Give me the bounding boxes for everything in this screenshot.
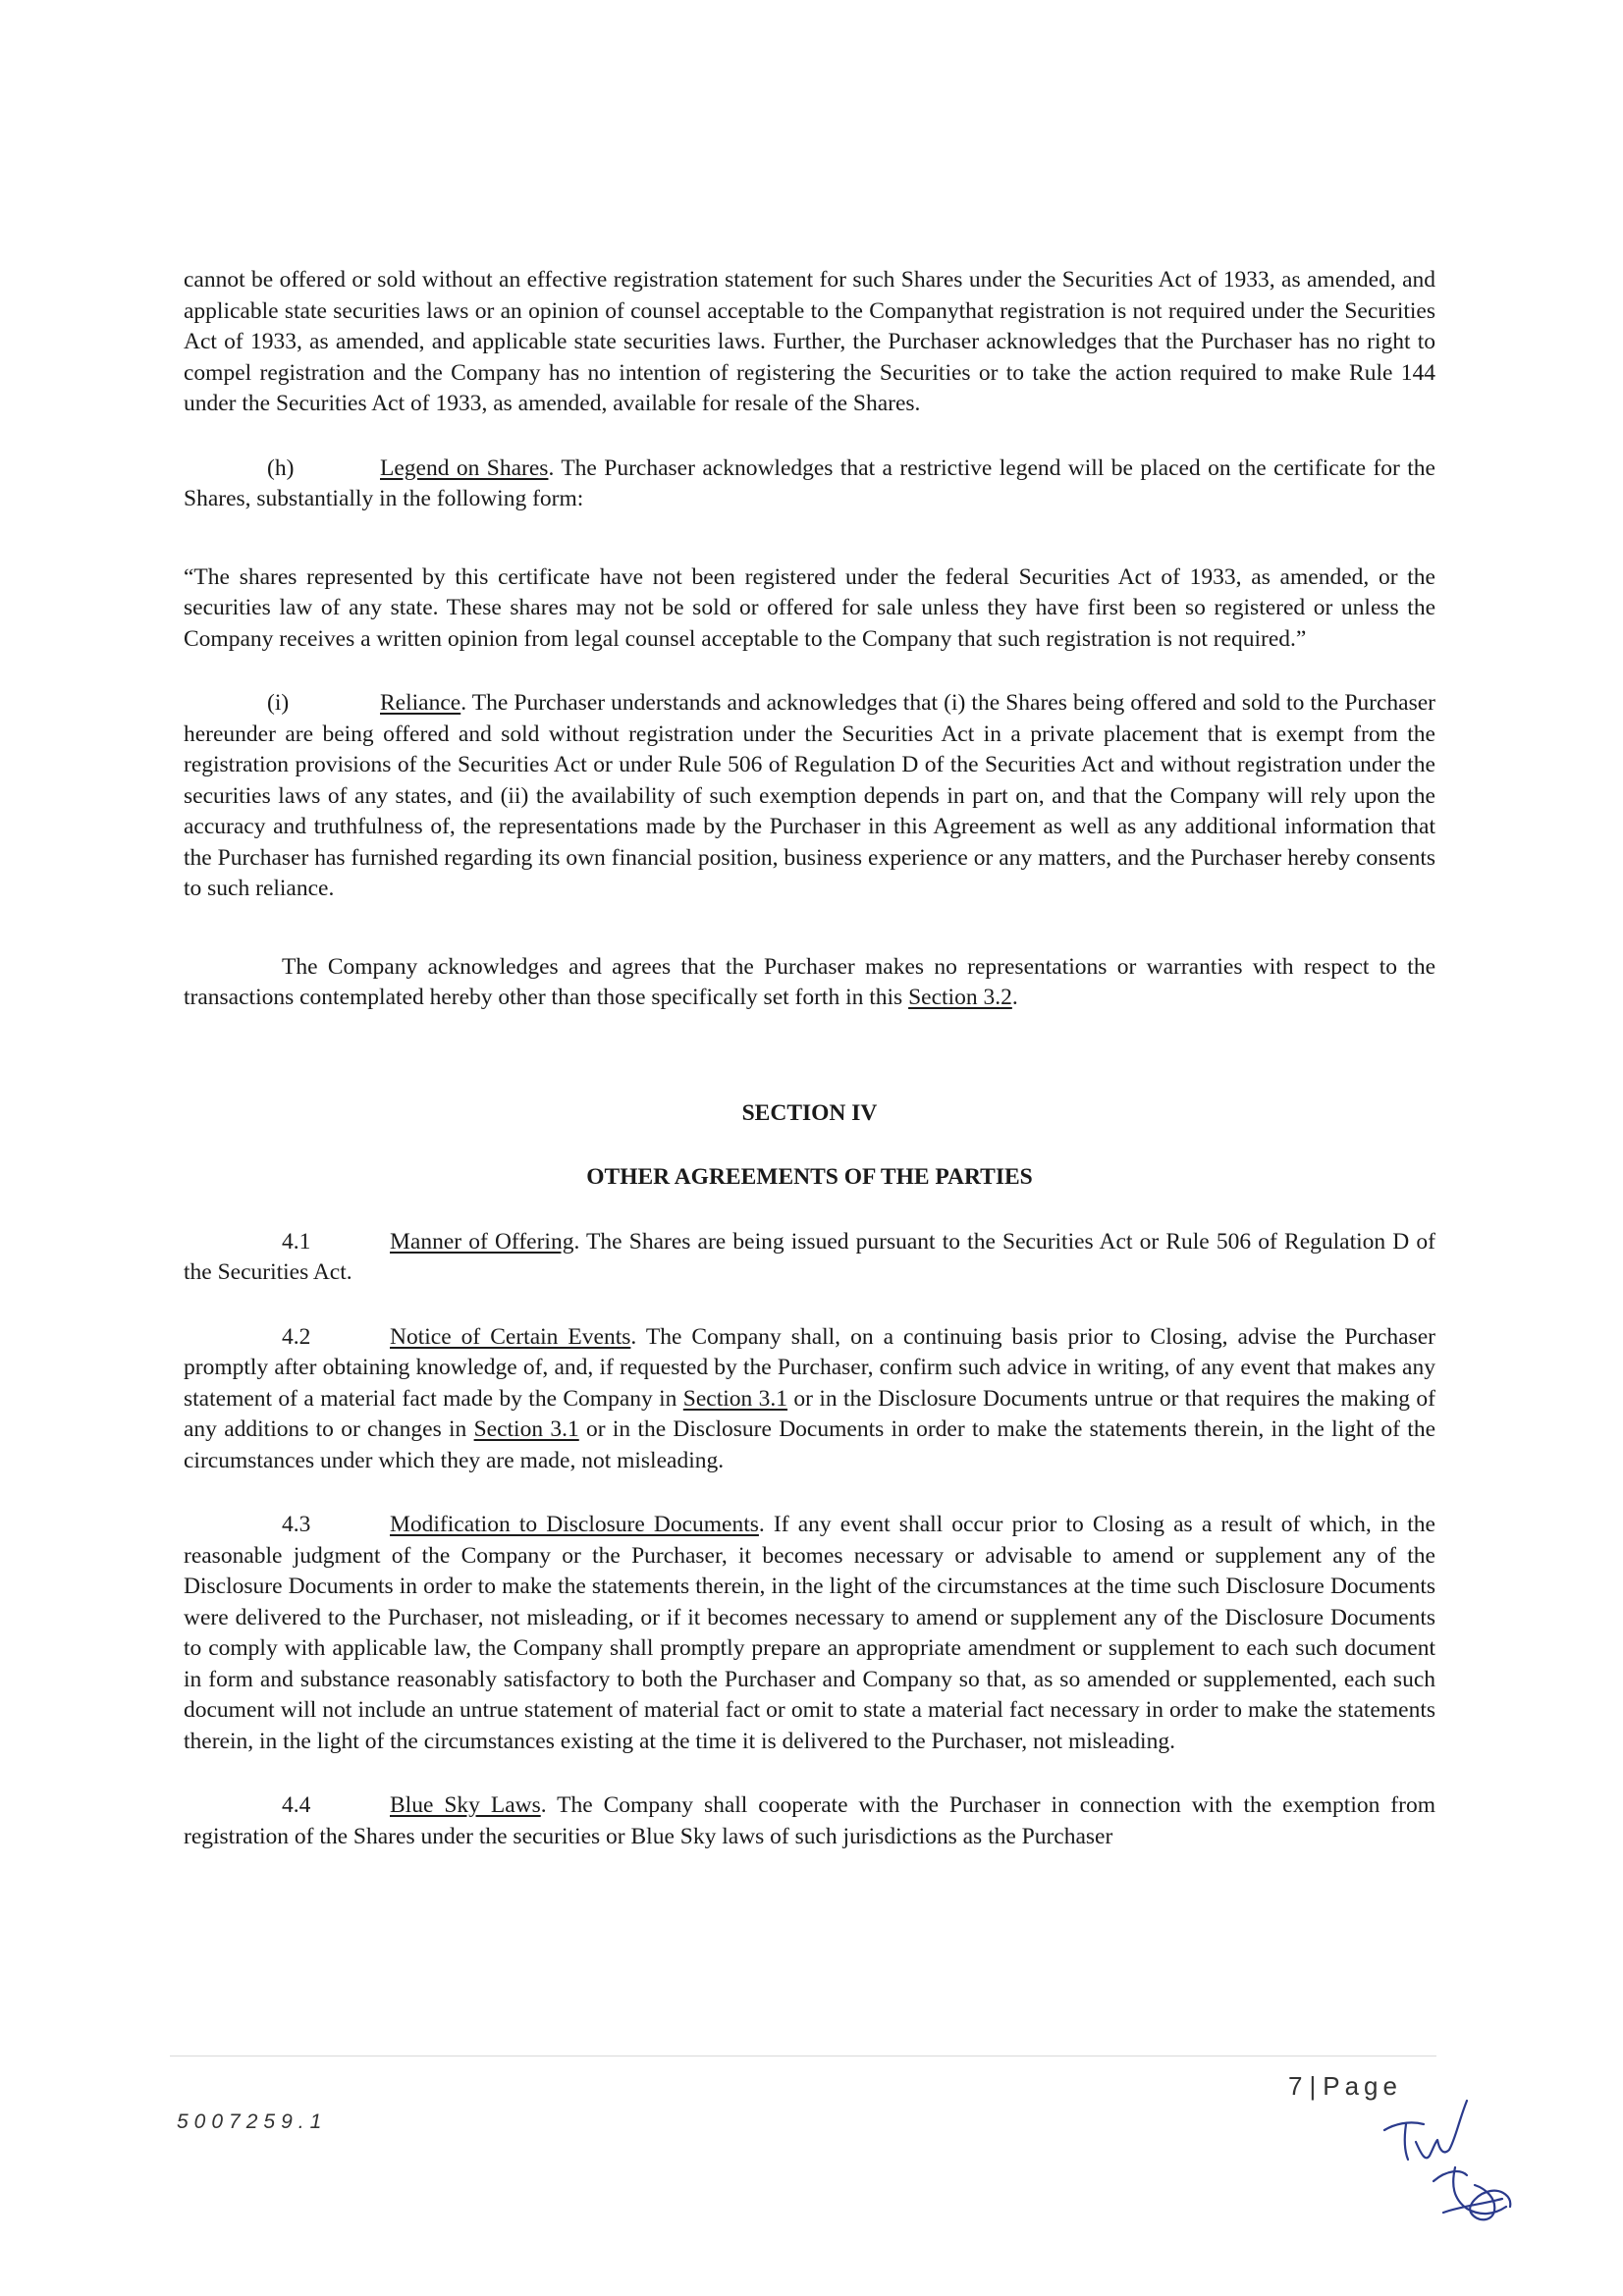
section-4-2 bbox=[184, 1322, 1435, 1477]
section-4-2-number: 4.2 bbox=[282, 1323, 311, 1350]
section-title: OTHER AGREEMENTS OF THE PARTIES bbox=[586, 1164, 1033, 1190]
paragraph-h-label: (h) bbox=[267, 454, 295, 481]
page-word: Page bbox=[1323, 2071, 1402, 2101]
section-4-4-text: . The Company shall cooperate with the Purchaser in connection with the exemption from registration of the Shares under the securities or Blue Sky laws of such jurisdictions as the Purchaser bbox=[184, 1792, 1435, 1849]
section-4-4 bbox=[184, 1790, 1435, 1852]
paragraph-g-continuation: cannot be offered or sold without an effective registration statement for such Shares under the Securities Act of 1933, as amended, and applicable state securities laws or an opinion of counsel acceptable to the Companythat registration is not required under the Securities Act of 1933, as amended, and applicable state securities laws. Further, the Purchaser acknowledges that the Purchaser has no right to compel registration and the Company has no intention of registering the Securities or to take the action required to make Rule 144 under the Securities Act of 1933, as amended, available for resale of the Shares. bbox=[184, 267, 1435, 416]
section-4-1-title: Manner of Offering bbox=[390, 1228, 574, 1255]
section-4-2-text-2: or in the Disclosure Documents untrue or that requires the making of any additions to or changes in bbox=[184, 1385, 1435, 1442]
section-4-2-text-1: . The Company shall, on a continuing basis prior to Closing, advise the Purchaser promptly after obtaining knowledge of, and, if requested by the Purchaser, confirm such advice in writing, of any event that makes any statement of a material fact made by the Company in bbox=[184, 1323, 1435, 1412]
section-3-1-reference-1: Section 3.1 bbox=[682, 1385, 788, 1412]
section-4-1-text: . The Shares are being issued pursuant to the Securities Act or Rule 506 of Regulation D of the Securities Act. bbox=[184, 1228, 1435, 1285]
section-4-4-title: Blue Sky Laws bbox=[390, 1792, 541, 1818]
section-4-4-number: 4.4 bbox=[282, 1792, 311, 1818]
section-4-3-title: Modification to Disclosure Documents bbox=[390, 1512, 759, 1537]
paragraph-h bbox=[184, 454, 1435, 515]
section-4-2-title: Notice of Certain Events bbox=[390, 1323, 631, 1350]
document-body bbox=[184, 265, 1435, 1852]
paragraph-i bbox=[184, 688, 1435, 905]
section-3-1-reference-2: Section 3.1 bbox=[473, 1416, 579, 1442]
section-4-1-number: 4.1 bbox=[282, 1228, 311, 1255]
paragraph-i-title: Reliance bbox=[380, 690, 461, 716]
page-separator: | bbox=[1309, 2071, 1318, 2101]
section-4-2-text-3: or in the Disclosure Documents in order to make the statements therein, in the light of the circumstances under which they are made, not misleading. bbox=[184, 1416, 1435, 1473]
section-4-3 bbox=[184, 1510, 1435, 1757]
page-number: 7 bbox=[1288, 2071, 1304, 2101]
paragraph-i-label: (i) bbox=[267, 690, 290, 716]
company-acknowledgement-end: . bbox=[1011, 985, 1018, 1010]
company-acknowledgement bbox=[184, 952, 1435, 1014]
handwritten-initials-signature bbox=[1365, 2091, 1542, 2248]
section-4-3-number: 4.3 bbox=[282, 1512, 311, 1537]
company-acknowledgement-text: The Company acknowledges and agrees that the Purchaser makes no representations or warranties with respect to the transactions contemplated hereby other than those specifically set forth in this bbox=[184, 953, 1435, 1010]
paragraph-h-text: . The Purchaser acknowledges that a restrictive legend will be placed on the certificate for the Shares, substantially in the following form: bbox=[184, 454, 1435, 511]
section-3-2-reference: Section 3.2 bbox=[908, 985, 1012, 1010]
section-4-3-text: . If any event shall occur prior to Closing as a result of which, in the reasonable judgment of the Company or the Purchaser, it becomes necessary or advisable to amend or supplement any of the Disclosure Documents in order to make the statements therein, in the light of the circumstances at the time such Disclosure Documents were delivered to the Purchaser, not misleading, or if it becomes necessary to amend or supplement any of the Disclosure Documents to comply with applicable law, the Company shall promptly prepare an appropriate amendment or supplement to each such document in form and substance reasonably satisfactory to both the Purchaser and Company so that, as so amended or supplemented, each such document will not include an untrue statement of material fact or omit to state a material fact necessary in order to make the statements therein, in the light of the circumstances existing at the time it is delivered to the Purchaser, not misleading. bbox=[184, 1512, 1435, 1754]
paragraph-i-text: . The Purchaser understands and acknowledges that (i) the Shares being offered and sold to the Purchaser hereunder are being offered and sold without registration under the Securities Act in a private placement that is exempt from the registration provisions of the Securities Act or under Rule 506 of Regulation D of the Securities Act and without registration under the securities laws of any states, and (ii) the availability of such exemption depends in part on, and that the Company will rely upon the accuracy and truthfulness of, the representations made by the Purchaser in this Agreement as well as any additional information that the Purchaser has furnished regarding its own financial position, business experience or any matters, and the Purchaser hereby consents to such reliance. bbox=[184, 690, 1435, 901]
document-id: 5007259.1 bbox=[177, 2110, 328, 2133]
section-4-1 bbox=[184, 1227, 1435, 1289]
legend-quote: “The shares represented by this certificate have not been registered under the federal Securities Act of 1933, as amended, or the securities law of any state. These shares may not be sold or offered for sale unless they have first been so registered or unless the Company receives a written opinion from legal counsel acceptable to the Company that such registration is not required.” bbox=[184, 563, 1435, 652]
section-heading: SECTION IV bbox=[741, 1099, 878, 1126]
paragraph-h-title: Legend on Shares bbox=[380, 454, 549, 481]
